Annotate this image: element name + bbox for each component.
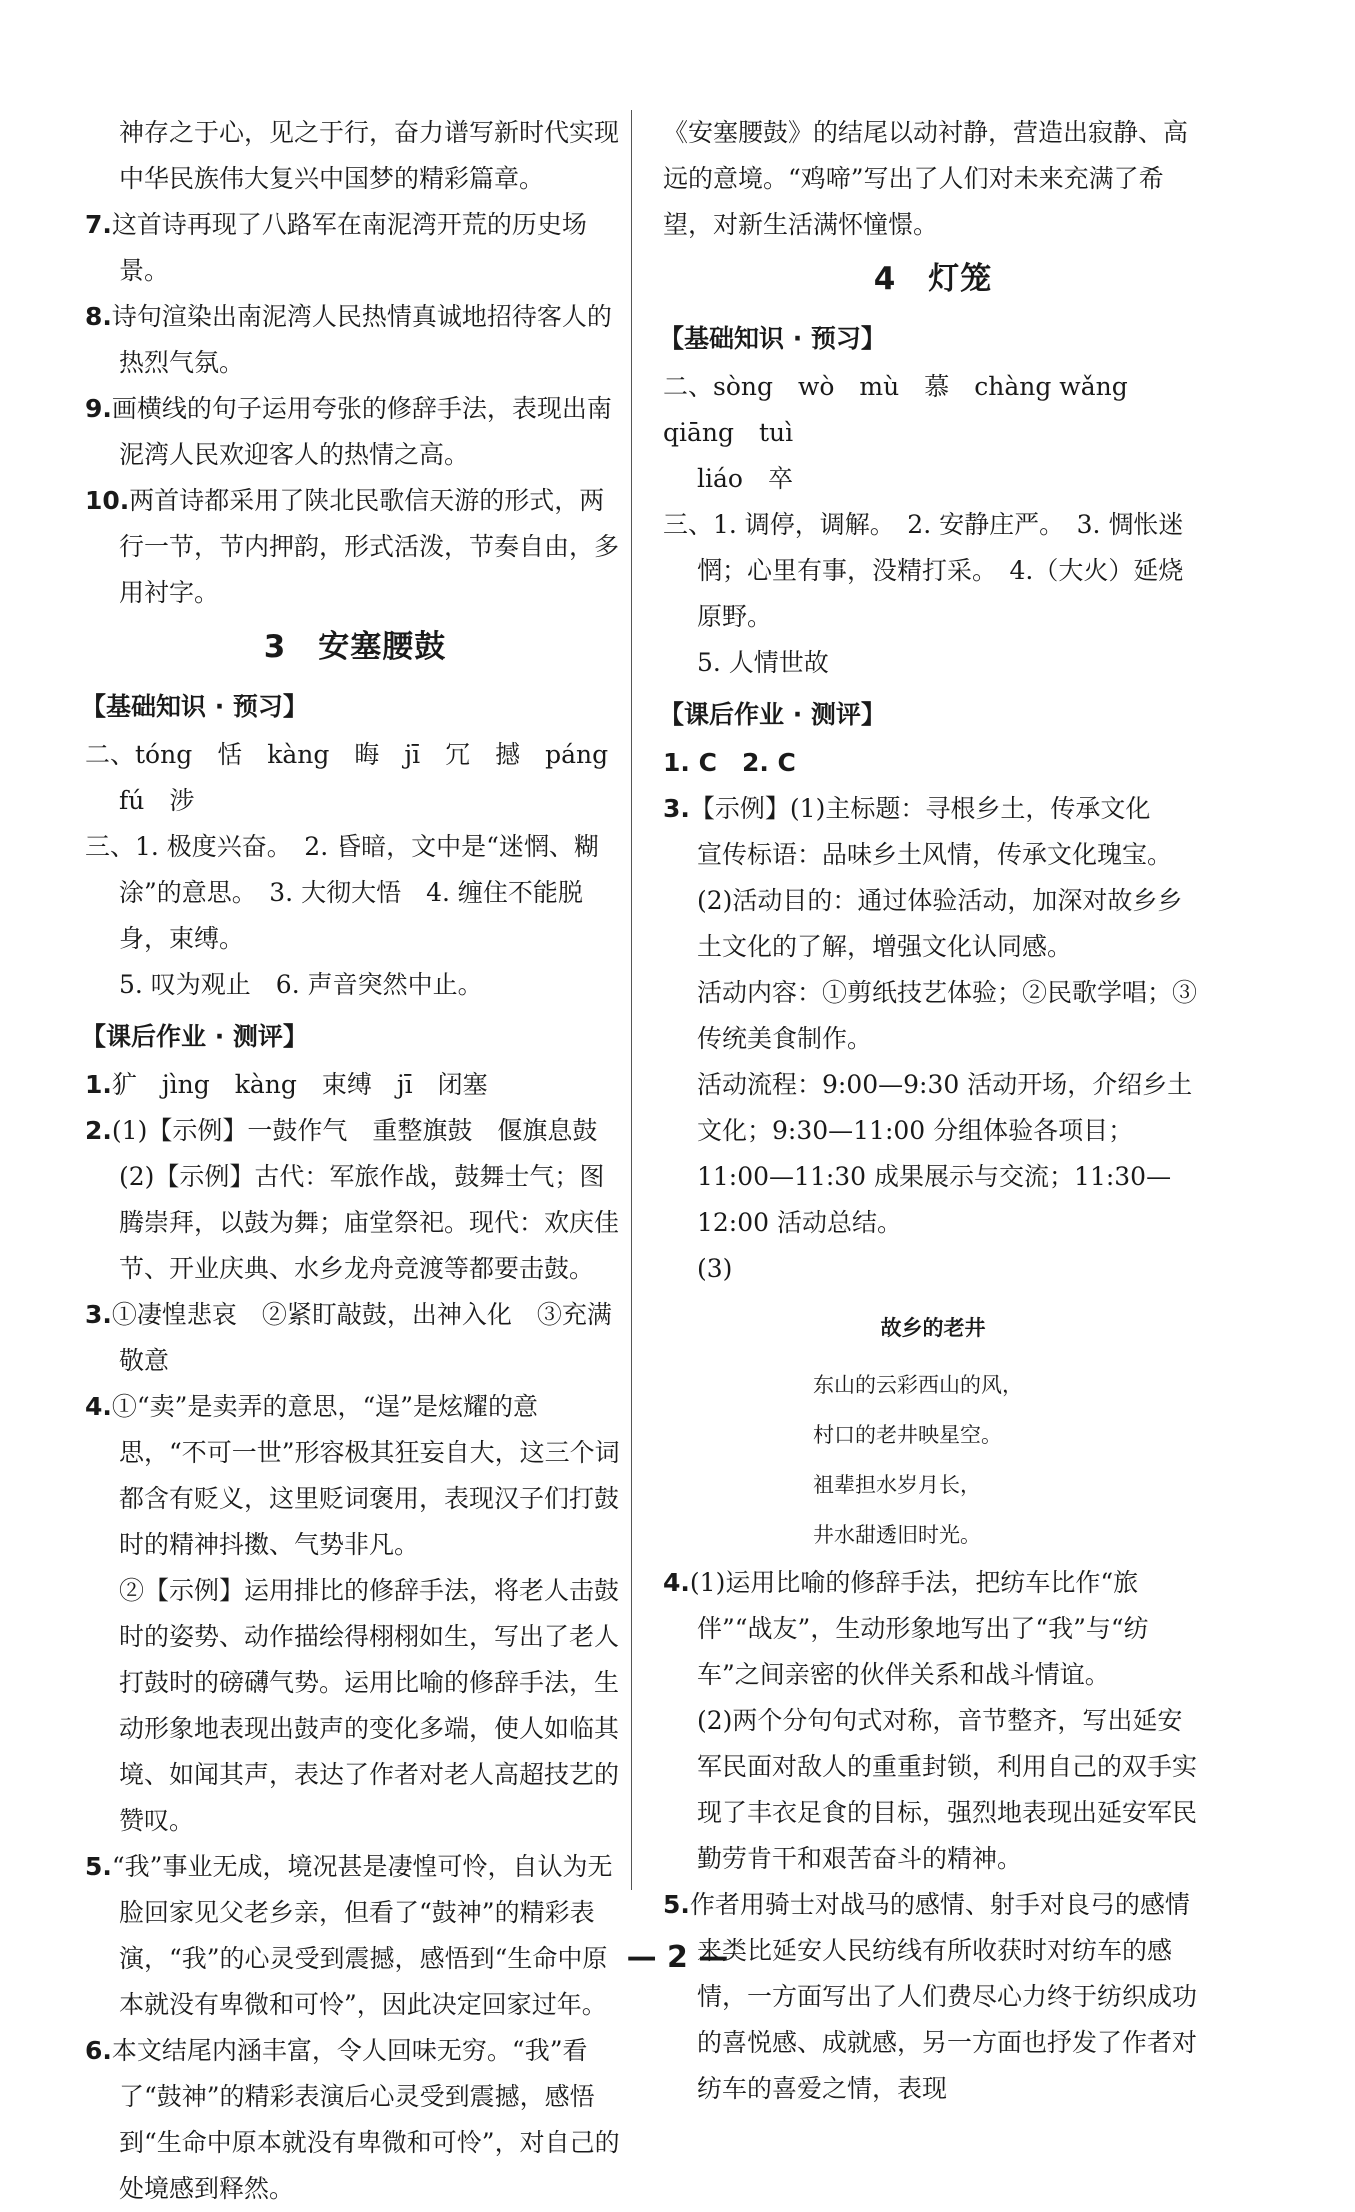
pinyin-line-right: 二、sòng wò mù 慕 chàng wǎng qiāng tuì [663,372,1153,447]
homework-5-right: 5.作者用骑士对战马的感情、射手对良弓的感情来类比延安人民纺线有所收获时对纺车的感情，一方面写出了人们费尽心力终于纺织成功的喜悦感、成就感，另一方面也抒发了作者对纺车的喜爱之情，表现 [663,1890,1198,2103]
homework-2b: (2)【示例】古代：军旅作战，鼓舞士气；图腾崇拜，以鼓为舞；庙堂祭祀。现代：欢庆佳节、开业庆典、水乡龙舟竞渡等都要击鼓。 [119,1162,620,1283]
section-heading-preview: 【基础知识 · 预习】 [81,692,308,721]
section-heading-homework: 【课后作业 · 测评】 [81,1022,308,1051]
answer-7: 7.这首诗再现了八路军在南泥湾开荒的历史场景。 [85,210,587,285]
homework-4-right-b: (2)两个分句句式对称，音节整齐，写出延安军民面对敌人的重重封锁，利用自己的双手实现了丰衣足食的目标，强烈地表现出延安军民勤劳肯干和艰苦奋斗的精神。 [697,1706,1198,1873]
poem-line: 祖辈担水岁月长， [813,1473,981,1497]
homework-3-purpose: (2)活动目的：通过体验活动，加深对故乡乡土文化的了解，增强文化认同感。 [697,886,1183,961]
homework-3: 3.①凄惶悲哀 ②紧盯敲鼓，出神入化 ③充满敬意 [85,1300,612,1375]
homework-3-slogan: 宣传标语：品味乡土风情，传承文化瑰宝。 [697,840,1173,869]
homework-1: 1.犷 jìng kàng 束缚 jī 闭塞 [85,1070,488,1099]
poem-line: 井水甜透旧时光。 [813,1523,981,1547]
continued-paragraph: 神存之于心，见之于行，奋力谱写新时代实现中华民族伟大复兴中国梦的精彩篇章。 [119,118,620,193]
homework-3-content: 活动内容：①剪纸技艺体验；②民歌学唱；③传统美食制作。 [697,978,1198,1053]
column-divider [631,110,632,1890]
continued-paragraph-right: 《安塞腰鼓》的结尾以动衬静，营造出寂静、高远的意境。“鸡啼”写出了人们对未来充满了希望，对新生活满怀憧憬。 [663,118,1189,239]
answer-8: 8.诗句渲染出南泥湾人民热情真诚地招待客人的热烈气氛。 [85,302,612,377]
homework-4b: ②【示例】运用排比的修辞手法，将老人击鼓时的姿势、动作描绘得栩栩如生，写出了老人打鼓时的磅礴气势。运用比喻的修辞手法，生动形象地表现出鼓声的变化多端，使人如临其境、如闻其声，表达了作者对老人高超技艺的赞叹。 [119,1576,620,1835]
poem-line: 村口的老井映星空。 [813,1423,1002,1447]
definitions-right-cont: 5. 人情世故 [697,648,829,677]
homework-4-right: 4.(1)运用比喻的修辞手法，把纺车比作“旅伴”“战友”，生动形象地写出了“我”与“纺车”之间亲密的伙伴关系和战斗情谊。 [663,1568,1149,1689]
homework-3-part3: (3) [697,1254,733,1283]
poem-line: 东山的云彩西山的风， [813,1373,1023,1397]
section-heading-homework-right: 【课后作业 · 测评】 [659,700,886,729]
lesson-title-3: 3 安塞腰鼓 [263,629,447,665]
pinyin-line: 二、tóng 恬 kàng 晦 jī 冗 撼 páng [85,740,609,769]
definitions: 三、1. 极度兴奋。 2. 昏暗，文中是“迷惘、糊涂”的意思。 3. 大彻大悟 4. 缠住不能脱身，束缚。 [85,832,599,953]
lesson-title-4: 4 灯笼 [873,261,993,297]
definitions-right: 三、1. 调停，调解。 2. 安静庄严。 3. 惆怅迷惘；心里有事，没精打采。 4.（大火）延烧原野。 [663,510,1184,631]
poem-body [663,1360,1203,1560]
homework-4: 4.①“卖”是卖弄的意思，“逞”是炫耀的意思，“不可一世”形容极其狂妄自大，这三个词都含有贬义，这里贬词褒用，表现汉子们打鼓时的精神抖擞、气势非凡。 [85,1392,620,1559]
pinyin-line-right-cont: liáo 卒 [697,464,793,493]
homework-2: 2.(1)【示例】一鼓作气 重整旗鼓 偃旗息鼓 [85,1116,598,1145]
homework-5: 5.“我”事业无成，境况甚是凄惶可怜，自认为无脸回家见父老乡亲，但看了“鼓神”的精彩表演，“我”的心灵受到震撼，感悟到“生命中原本就没有卑微和可怜”，因此决定回家过年。 [85,1852,613,2019]
homework-3-right: 3.【示例】(1)主标题：寻根乡土，传承文化 [663,794,1151,823]
definitions-cont: 5. 叹为观止 6. 声音突然中止。 [119,970,483,999]
homework-3-process: 活动流程：9:00—9:30 活动开场，介绍乡土文化；9:30—11:00 分组体验各项目；11:00—11:30 成果展示与交流；11:30—12:00 活动总结。 [697,1070,1193,1237]
homework-1-2: 1. C 2. C [663,748,796,777]
answer-10: 10.两首诗都采用了陕北民歌信天游的形式，两行一节，节内押韵，形式活泼，节奏自由，多用衬字。 [85,486,620,607]
poem-title: 故乡的老井 [880,1316,986,1340]
answer-9: 9.画横线的句子运用夸张的修辞手法，表现出南泥湾人民欢迎客人的热情之高。 [85,394,612,469]
section-heading-preview-right: 【基础知识 · 预习】 [659,324,886,353]
right-column [659,110,1203,2112]
page-number: — 2 — [626,1940,729,1975]
left-column [81,110,625,2212]
pinyin-line-cont: fú 涉 [119,786,195,815]
homework-6: 6.本文结尾内涵丰富，令人回味无穷。“我”看了“鼓神”的精彩表演后心灵受到震撼，感悟到“生命中原本就没有卑微和可怜”，对自己的处境感到释然。 [85,2036,620,2203]
